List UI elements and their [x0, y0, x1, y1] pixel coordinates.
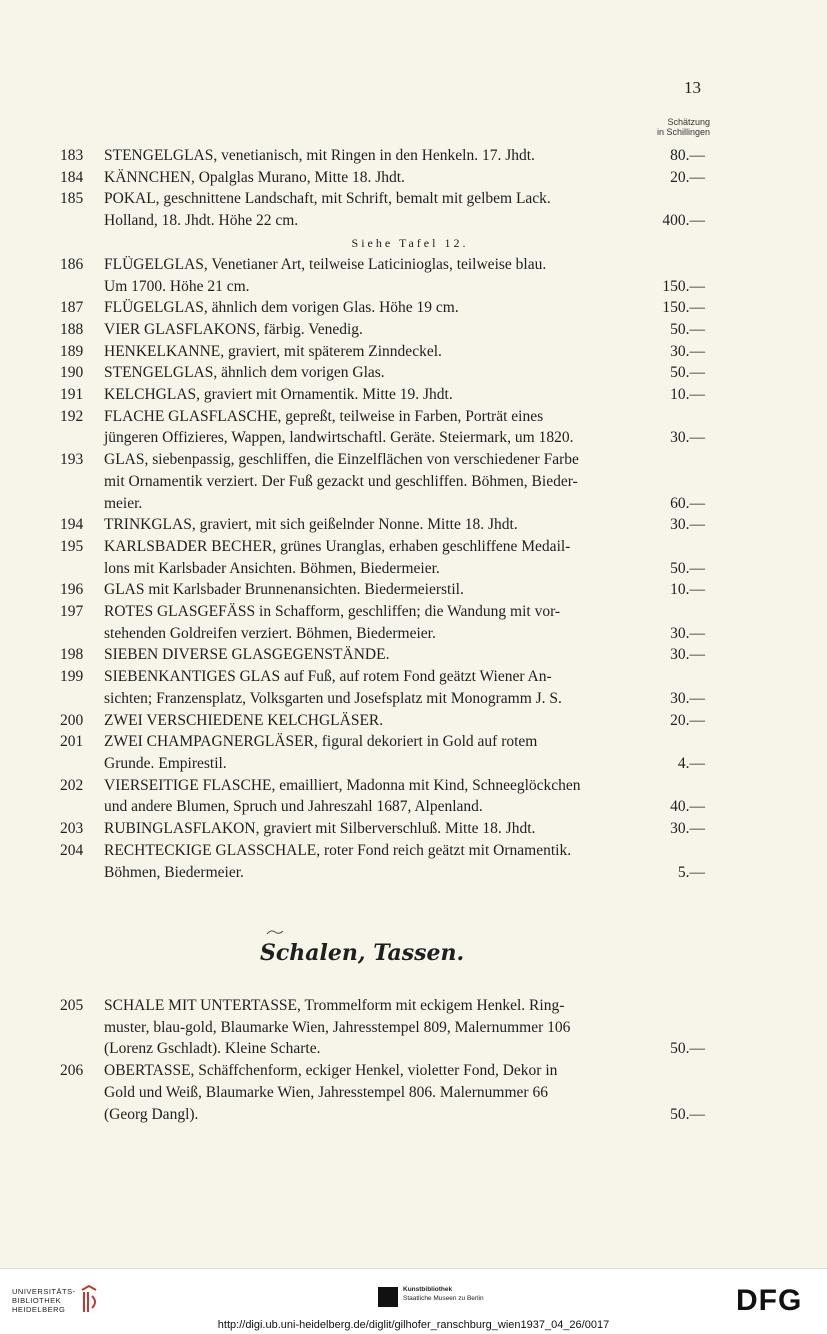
description-line: KELCHGLAS, graviert mit Ornamentik. Mitte 19. Jhdt. [104, 386, 453, 404]
lot-number: 196 [60, 581, 84, 599]
catalog-entry [0, 731, 827, 774]
estimate-header [600, 117, 710, 137]
lot-description [104, 644, 644, 666]
lot-estimate: 30.— [670, 429, 705, 447]
description-line: TRINKGLAS, graviert, mit sich geißelnder Nonne. Mitte 18. Jhdt. [104, 516, 518, 534]
lot-number: 192 [60, 407, 84, 425]
description-line: KARLSBADER BECHER, grünes Uranglas, erhaben geschliffene Medail- [104, 537, 571, 555]
lot-estimate: 150.— [662, 277, 705, 295]
lot-description [104, 362, 644, 384]
lot-estimate: 30.— [670, 689, 705, 707]
lot-description [104, 995, 644, 1060]
catalog-entries [0, 145, 827, 883]
university-line: UNIVERSITÄTS- [12, 1287, 76, 1296]
lot-number: 190 [60, 364, 84, 382]
ink-mark [266, 928, 284, 936]
description-line: FLÜGELGLAS, Venetianer Art, teilweise Laticinioglas, teilweise blau. [104, 255, 547, 273]
catalog-entry [0, 514, 827, 536]
university-line: BIBLIOTHEK [12, 1296, 62, 1305]
catalog-entries-cups [0, 995, 827, 1125]
lot-estimate: 60.— [670, 494, 705, 512]
lot-description [104, 710, 644, 732]
lot-number: 205 [60, 997, 84, 1014]
lot-number: 194 [60, 516, 84, 534]
catalog-entry [0, 601, 827, 644]
description-line: SCHALE MIT UNTERTASSE, Trommelform mit eckigem Henkel. Ring- [104, 997, 565, 1014]
catalog-entry [0, 406, 827, 449]
source-url-link[interactable]: http://digi.ub.uni-heidelberg.de/diglit/gilhofer_ranschburg_wien1937_04_26/0017 [217, 1319, 610, 1331]
lot-number: 197 [60, 603, 84, 621]
lot-description [104, 449, 644, 514]
description-line: (Georg Dangl). [104, 1105, 199, 1123]
catalog-entry [0, 341, 827, 363]
lot-number: 201 [60, 733, 84, 751]
page-number: 13 [684, 78, 701, 97]
lot-number: 195 [60, 537, 84, 555]
lot-estimate: 30.— [670, 820, 705, 838]
lot-estimate: 50.— [670, 320, 705, 338]
description-line: lons mit Karlsbader Ansichten. Böhmen, Biedermeier. [104, 559, 440, 577]
catalog-entry [0, 1060, 827, 1125]
lot-number: 185 [60, 190, 84, 208]
lot-estimate: 20.— [670, 711, 705, 729]
lot-description [104, 297, 644, 319]
catalog-entry [0, 167, 827, 189]
description-line: GLAS mit Karlsbader Brunnenansichten. Biedermeierstil. [104, 581, 464, 599]
lot-number: 191 [60, 386, 84, 404]
catalog-entry [0, 818, 827, 840]
catalog-entry [0, 188, 827, 231]
university-logo-icon[interactable] [78, 1284, 100, 1314]
catalog-entry [0, 297, 827, 319]
lot-estimate: 4.— [677, 754, 705, 772]
catalog-entry [0, 579, 827, 601]
plate-reference: Siehe Tafel 12. [351, 235, 469, 250]
lot-description [104, 666, 644, 709]
description-line: muster, blau-gold, Blaumarke Wien, Jahresstempel 809, Malernummer 106 [104, 1018, 571, 1036]
university-line: HEIDELBERG [12, 1305, 66, 1314]
lot-number: 193 [60, 451, 84, 469]
description-line: RECHTECKIGE GLASSCHALE, roter Fond reich geätzt mit Ornamentik. [104, 841, 572, 859]
lot-estimate: 50.— [670, 559, 705, 577]
lot-number: 184 [60, 168, 84, 186]
lot-description [104, 319, 644, 341]
description-line: OBERTASSE, Schäffchenform, eckiger Henkel, violetter Fond, Dekor in [104, 1062, 558, 1080]
section-title: Schalen, Tassen. [260, 940, 465, 966]
description-line: Böhmen, Biedermeier. [104, 863, 244, 881]
catalog-entry [0, 775, 827, 818]
description-line: KÄNNCHEN, Opalglas Murano, Mitte 18. Jhdt. [104, 168, 405, 186]
catalog-entry [0, 145, 827, 167]
dfg-logo[interactable]: DFG [736, 1284, 803, 1317]
lot-number: 206 [60, 1062, 84, 1080]
lot-description [104, 840, 644, 883]
lot-number: 183 [60, 147, 84, 164]
lot-description [104, 188, 644, 231]
kunstbibliothek-logo-icon[interactable] [378, 1287, 398, 1307]
description-line: Gold und Weiß, Blaumarke Wien, Jahresstempel 806. Malernummer 66 [104, 1083, 548, 1101]
lot-description [104, 601, 644, 644]
lot-description [104, 384, 644, 406]
estimate-header-line: Schätzung [667, 117, 710, 127]
lot-description [104, 145, 644, 167]
lot-estimate: 40.— [670, 798, 705, 816]
description-line: sichten; Franzensplatz, Volksgarten und Josefsplatz mit Monogramm J. S. [104, 689, 562, 707]
lot-description [104, 775, 644, 818]
catalog-entry [0, 995, 827, 1060]
description-line: STENGELGLAS, venetianisch, mit Ringen in den Henkeln. 17. Jhdt. [104, 147, 535, 164]
description-line: GLAS, siebenpassig, geschliffen, die Einzelflächen von verschiedener Farbe [104, 451, 579, 469]
description-line: meier. [104, 494, 143, 512]
kb-line: Kunstbibliothek [403, 1286, 453, 1293]
lot-estimate: 150.— [662, 299, 705, 317]
lot-number: 186 [60, 255, 84, 273]
kb-line: Staatliche Museen zu Berlin [403, 1295, 484, 1302]
description-line: HENKELKANNE, graviert, mit späterem Zinndeckel. [104, 342, 442, 360]
lot-estimate: 80.— [670, 147, 705, 164]
description-line: und andere Blumen, Spruch und Jahreszahl 1687, Alpenland. [104, 798, 483, 816]
description-line: VIERSEITIGE FLASCHE, emailliert, Madonna mit Kind, Schneeglöckchen [104, 776, 581, 794]
lot-estimate: 50.— [670, 1040, 705, 1058]
catalog-entry [0, 666, 827, 709]
description-line: Holland, 18. Jhdt. Höhe 22 cm. [104, 212, 299, 230]
description-line: (Lorenz Gschladt). Kleine Scharte. [104, 1040, 321, 1058]
lot-description [104, 254, 644, 297]
digitization-footer [0, 1268, 827, 1334]
lot-number: 204 [60, 841, 84, 859]
catalog-entry [0, 710, 827, 732]
lot-estimate: 30.— [670, 646, 705, 664]
catalog-entry [0, 384, 827, 406]
description-line: stehenden Goldreifen verziert. Böhmen, Biedermeier. [104, 624, 436, 642]
description-line: VIER GLASFLAKONS, färbig. Venedig. [104, 320, 363, 338]
description-line: Grunde. Empirestil. [104, 754, 227, 772]
university-library-label[interactable] [12, 1287, 76, 1314]
lot-description [104, 579, 644, 601]
description-line: mit Ornamentik verziert. Der Fuß gezackt und geschliffen. Böhmen, Bieder- [104, 472, 578, 490]
lot-description [104, 514, 644, 536]
lot-estimate: 30.— [670, 342, 705, 360]
lot-estimate: 50.— [670, 1105, 705, 1123]
lot-number: 203 [60, 820, 84, 838]
lot-estimate: 10.— [670, 386, 705, 404]
catalog-entry [0, 840, 827, 883]
description-line: RUBINGLASFLAKON, graviert mit Silberverschluß. Mitte 18. Jhdt. [104, 820, 536, 838]
kunstbibliothek-label[interactable] [403, 1285, 484, 1303]
description-line: STENGELGLAS, ähnlich dem vorigen Glas. [104, 364, 385, 382]
lot-estimate: 20.— [670, 168, 705, 186]
lot-estimate: 5.— [677, 863, 705, 881]
lot-description [104, 341, 644, 363]
lot-description [104, 1060, 644, 1125]
description-line: SIEBENKANTIGES GLAS auf Fuß, auf rotem Fond geätzt Wiener An- [104, 668, 552, 686]
catalog-entry [0, 536, 827, 579]
catalog-entry [0, 362, 827, 384]
lot-description [104, 818, 644, 840]
lot-number: 198 [60, 646, 84, 664]
lot-estimate: 50.— [670, 364, 705, 382]
description-line: SIEBEN DIVERSE GLASGEGENSTÄNDE. [104, 646, 390, 664]
lot-number: 188 [60, 320, 84, 338]
description-line: FLACHE GLASFLASCHE, gepreßt, teilweise in Farben, Porträt eines [104, 407, 544, 425]
lot-number: 200 [60, 711, 84, 729]
lot-description [104, 731, 644, 774]
description-line: POKAL, geschnittene Landschaft, mit Schrift, bemalt mit gelbem Lack. [104, 190, 551, 208]
lot-estimate: 30.— [670, 516, 705, 534]
description-line: ZWEI CHAMPAGNERGLÄSER, figural dekoriert in Gold auf rotem [104, 733, 538, 751]
lot-description [104, 167, 644, 189]
lot-estimate: 400.— [662, 212, 705, 230]
description-line: FLÜGELGLAS, ähnlich dem vorigen Glas. Höhe 19 cm. [104, 299, 459, 317]
estimate-header-line: in Schillingen [656, 127, 710, 137]
lot-number: 187 [60, 299, 84, 317]
catalog-entry [0, 449, 827, 514]
description-line: jüngeren Offizieres, Wappen, landwirtschaftl. Geräte. Steiermark, um 1820. [104, 429, 574, 447]
lot-estimate: 30.— [670, 624, 705, 642]
catalog-entry [0, 644, 827, 666]
lot-description [104, 536, 644, 579]
lot-number: 189 [60, 342, 84, 360]
lot-number: 199 [60, 668, 84, 686]
lot-description [104, 406, 644, 449]
description-line: ROTES GLASGEFÄSS in Schafform, geschliffen; die Wandung mit vor- [104, 603, 561, 621]
catalog-entry [0, 254, 827, 297]
lot-number: 202 [60, 776, 84, 794]
description-line: Um 1700. Höhe 21 cm. [104, 277, 250, 295]
lot-estimate: 10.— [670, 581, 705, 599]
catalog-entry [0, 319, 827, 341]
description-line: ZWEI VERSCHIEDENE KELCHGLÄSER. [104, 711, 384, 729]
